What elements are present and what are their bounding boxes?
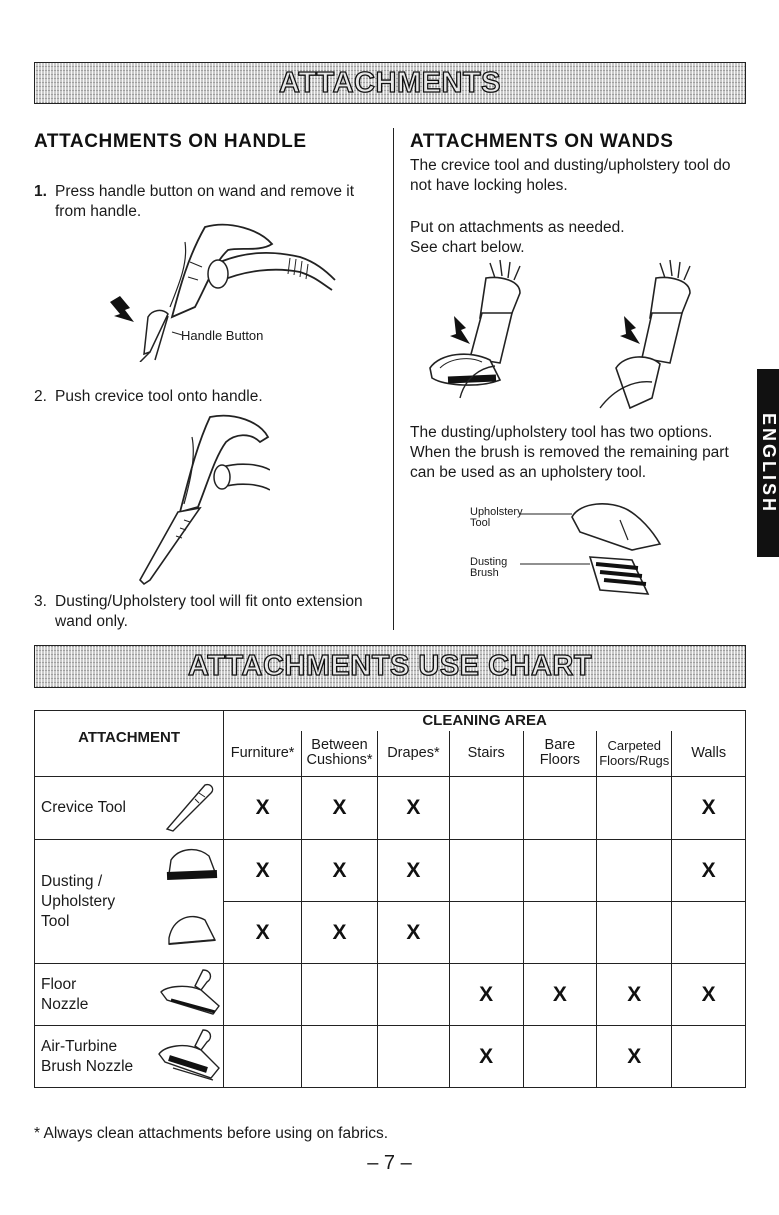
handle-button-label: Handle Button (181, 328, 264, 343)
step-2-text: Push crevice tool onto handle. (55, 388, 263, 405)
chart-mark: X (597, 964, 672, 1026)
chart-banner (34, 645, 746, 688)
wands-para-2-line-2: See chart below. (410, 239, 525, 256)
wands-para-1: The crevice tool and dusting/upholstery tool do not have locking holes. (410, 157, 731, 194)
language-tab-label: ENGLISH (758, 412, 779, 514)
attachments-use-chart (34, 710, 746, 1088)
attachment-column-header: ATTACHMENT (35, 711, 224, 777)
chart-mark (377, 964, 449, 1026)
chart-mark (449, 902, 523, 964)
attachment-cell (35, 964, 224, 1026)
step-3-number: 3. (34, 593, 47, 610)
chart-mark (377, 1026, 449, 1088)
chart-mark (597, 840, 672, 902)
attachment-cell (35, 840, 224, 964)
chart-mark (302, 964, 378, 1026)
step-1-number: 1. (34, 183, 47, 200)
attachments-banner (34, 62, 746, 104)
fabric-footnote: * Always clean attachments before using on fabrics. (34, 1125, 389, 1142)
col-walls: Walls (672, 731, 746, 777)
col-furniture: Furniture* (224, 731, 302, 777)
chart-banner-title: ATTACHMENTS USE CHART (187, 650, 593, 682)
col-drapes: Drapes* (377, 731, 449, 777)
col-between-cushions: Between Cushions* (302, 731, 378, 777)
chart-mark: X (377, 840, 449, 902)
attachment-name: Air-Turbine Brush Nozzle (41, 1037, 134, 1075)
language-tab (757, 369, 779, 557)
page-number: – 7 – (367, 1152, 412, 1174)
chart-mark (597, 902, 672, 964)
chart-mark: X (302, 777, 378, 840)
chart-mark (597, 777, 672, 840)
chart-mark: X (449, 1026, 523, 1088)
table-row (35, 840, 746, 902)
table-row (35, 1026, 746, 1088)
wands-para-2-line-1: Put on attachments as needed. (410, 219, 625, 236)
table-row (35, 777, 746, 840)
handle-section-heading: ATTACHMENTS ON HANDLE (34, 131, 307, 152)
attachment-cell (35, 777, 224, 840)
chart-mark (449, 777, 523, 840)
upholstery-tool-icon (161, 910, 219, 954)
floor-nozzle-icon (157, 968, 223, 1022)
wands-para-3: The dusting/upholstery tool has two options. When the brush is removed the remaining part can be used as an upholstery tool. (410, 424, 729, 481)
chart-mark (523, 840, 597, 902)
chart-mark: X (449, 964, 523, 1026)
crevice-on-handle-illustration (110, 412, 270, 587)
chart-mark: X (672, 777, 746, 840)
chart-mark: X (672, 964, 746, 1026)
chart-mark: X (377, 902, 449, 964)
chart-mark: X (224, 902, 302, 964)
chart-mark: X (224, 777, 302, 840)
table-row (35, 964, 746, 1026)
upholstery-tool-label: Upholstery Tool (470, 506, 523, 529)
attachment-cell (35, 1026, 224, 1088)
chart-mark: X (224, 840, 302, 902)
turbine-nozzle-icon (153, 1028, 223, 1086)
chart-mark: X (597, 1026, 672, 1088)
chart-mark (523, 1026, 597, 1088)
chart-mark: X (523, 964, 597, 1026)
attachment-name: Dusting / Upholstery Tool (41, 872, 116, 930)
step-3-text: Dusting/Upholstery tool will fit onto extension wand only. (55, 593, 363, 630)
chart-mark (224, 964, 302, 1026)
chart-mark (523, 777, 597, 840)
chart-mark: X (672, 840, 746, 902)
column-divider (393, 128, 394, 630)
attachment-name: Floor Nozzle (41, 975, 89, 1013)
wands-section-heading: ATTACHMENTS ON WANDS (410, 131, 674, 152)
chart-mark: X (302, 840, 378, 902)
step-2-number: 2. (34, 388, 47, 405)
chart-mark (672, 902, 746, 964)
attachments-banner-title: ATTACHMENTS (279, 66, 501, 99)
chart-mark (302, 1026, 378, 1088)
dusting-upholstery-exploded-illustration (520, 502, 680, 612)
cleaning-area-header: CLEANING AREA (224, 711, 746, 731)
attachments-on-wands-illustration (420, 258, 720, 433)
col-carpeted-floors: Carpeted Floors/Rugs (597, 731, 672, 777)
attachment-name: Crevice Tool (41, 799, 127, 816)
chart-mark: X (377, 777, 449, 840)
chart-mark (523, 902, 597, 964)
col-stairs: Stairs (449, 731, 523, 777)
chart-mark (672, 1026, 746, 1088)
col-bare-floors: Bare Floors (523, 731, 597, 777)
dusting-brush-label: Dusting Brush (470, 556, 508, 579)
chart-mark (224, 1026, 302, 1088)
crevice-tool-icon (165, 783, 217, 833)
chart-mark: X (302, 902, 378, 964)
step-1-text: Press handle button on wand and remove it from handle. (55, 183, 354, 220)
dusting-brush-icon (161, 844, 219, 888)
chart-mark (449, 840, 523, 902)
